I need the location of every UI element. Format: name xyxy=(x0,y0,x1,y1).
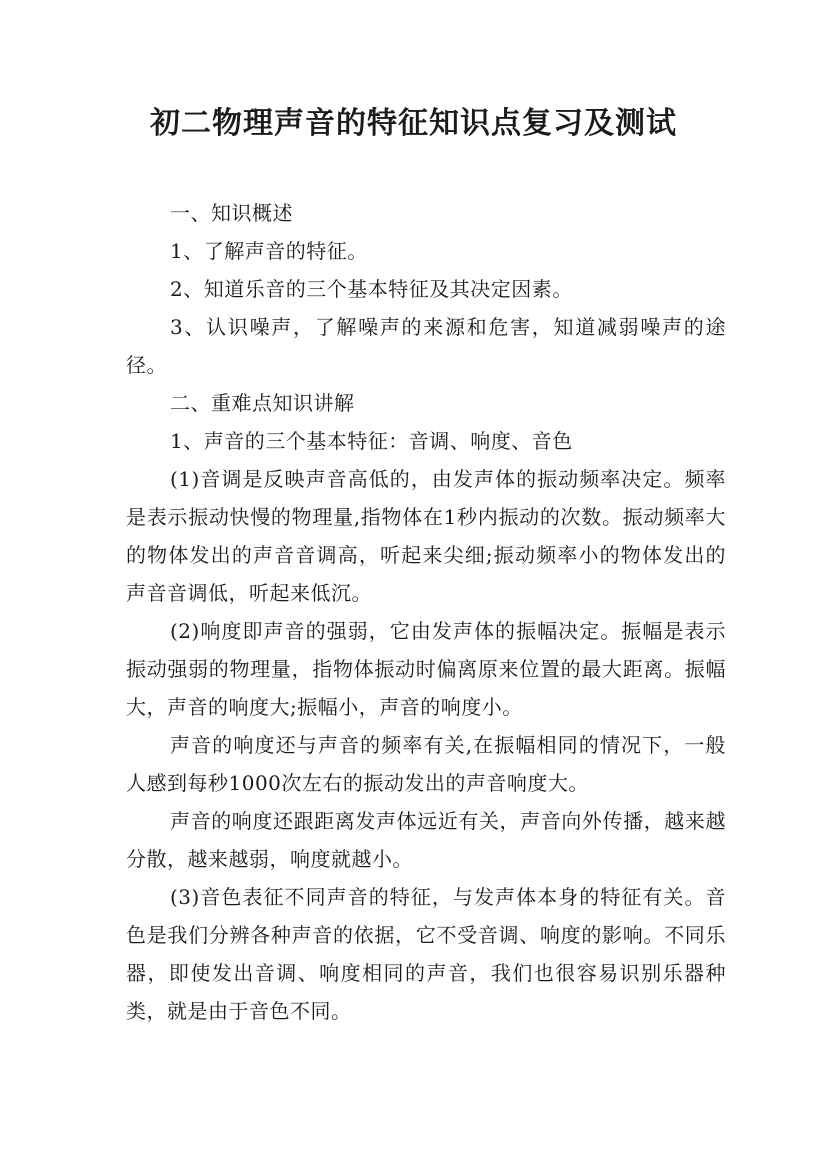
paragraph-loudness-distance: 声音的响度还跟距离发声体远近有关，声音向外传播，越来越分散，越来越弱，响度就越小。 xyxy=(126,809,726,871)
paragraph-loudness: (2)响度即声音的强弱，它由发声体的振幅决定。振幅是表示振动强弱的物理量，指物体振动时偏离原来位置的最大距离。振幅大，声音的响度大;振幅小，声音的响度小。 xyxy=(126,619,726,719)
overview-item-2: 2、知道乐音的三个基本特征及其决定因素。 xyxy=(170,277,573,301)
section-heading-overview: 一、知识概述 xyxy=(170,201,293,225)
overview-item-3: 3、认识噪声，了解噪声的来源和危害，知道减弱噪声的途径。 xyxy=(126,315,726,377)
page-title: 初二物理声音的特征知识点复习及测试 xyxy=(150,106,677,141)
paragraph-loudness-frequency: 声音的响度还与声音的频率有关,在振幅相同的情况下，一般人感到每秒1000次左右的振动发出的声音响度大。 xyxy=(126,733,726,795)
key-point-1-heading: 1、声音的三个基本特征：音调、响度、音色 xyxy=(170,429,573,453)
paragraph-timbre: (3)音色表征不同声音的特征，与发声体本身的特征有关。音色是我们分辨各种声音的依据，它不受音调、响度的影响。不同乐器，即使发出音调、响度相同的声音，我们也很容易识别乐器种类，就是由于音色不同。 xyxy=(126,885,726,1023)
document-body xyxy=(126,194,726,1030)
paragraph-pitch: (1)音调是反映声音高低的，由发声体的振动频率决定。频率是表示振动快慢的物理量,指物体在1秒内振动的次数。振动频率大的物体发出的声音音调高，听起来尖细;振动频率小的物体发出的声音音调低，听起来低沉。 xyxy=(126,467,726,605)
overview-item-1: 1、了解声音的特征。 xyxy=(170,239,368,263)
section-heading-key-points: 二、重难点知识讲解 xyxy=(170,391,355,415)
